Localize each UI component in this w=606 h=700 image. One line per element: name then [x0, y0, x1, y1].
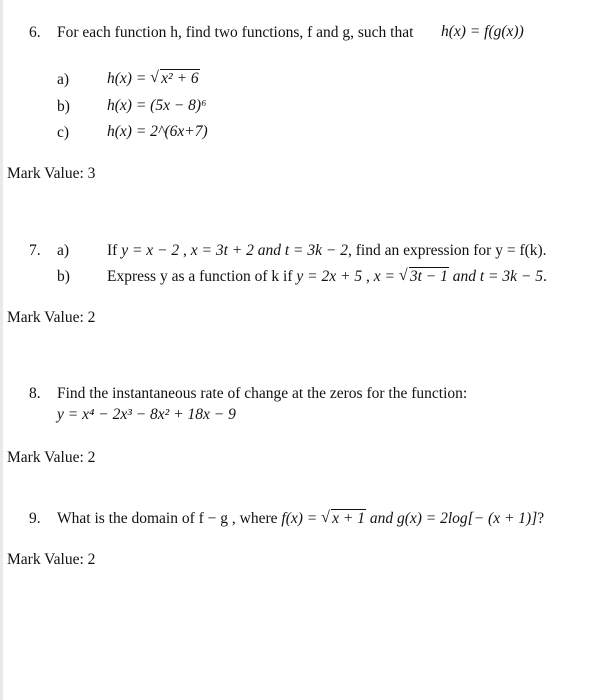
question-number: 6.: [29, 24, 41, 41]
part-label: b): [57, 268, 70, 285]
question-text: For each function h, find two functions, f and g, such that: [57, 24, 414, 41]
mark-value-8: Mark Value: 2: [7, 449, 96, 466]
part-label: a): [57, 71, 70, 88]
mark-value-6: Mark Value: 3: [7, 165, 96, 182]
part-a-formula: h(x) = √ x² + 6: [107, 70, 200, 88]
question-number: 8.: [29, 385, 41, 402]
part-c-formula: h(x) = 2^(6x+7): [107, 123, 208, 140]
function-formula: y = x⁴ − 2x³ − 8x² + 18x − 9: [57, 406, 236, 423]
composition-formula: h(x) = f(g(x)): [441, 23, 524, 40]
question-text: Find the instantaneous rate of change at the zeros for the function:: [57, 385, 468, 402]
question-number: 7.: [29, 242, 41, 259]
question-text: What is the domain of f − g , where f(x) = √ x + 1 and g(x) = 2log[− (x + 1)]?: [57, 510, 544, 528]
part-a-text: If y = x − 2 , x = 3t + 2 and t = 3k − 2, find an expression for y = f(k).: [107, 242, 547, 259]
page-left-edge: [0, 0, 3, 700]
part-b-formula: h(x) = (5x − 8)⁶: [107, 97, 207, 114]
mark-value-7: Mark Value: 2: [7, 309, 96, 326]
mark-value-9: Mark Value: 2: [7, 551, 96, 568]
question-number: 9.: [29, 510, 41, 527]
part-label: b): [57, 98, 70, 115]
part-b-text: Express y as a function of k if y = 2x + 5 , x = √ 3t − 1 and t = 3k − 5.: [107, 268, 547, 286]
part-label: a): [57, 242, 70, 259]
part-label: c): [57, 124, 70, 141]
